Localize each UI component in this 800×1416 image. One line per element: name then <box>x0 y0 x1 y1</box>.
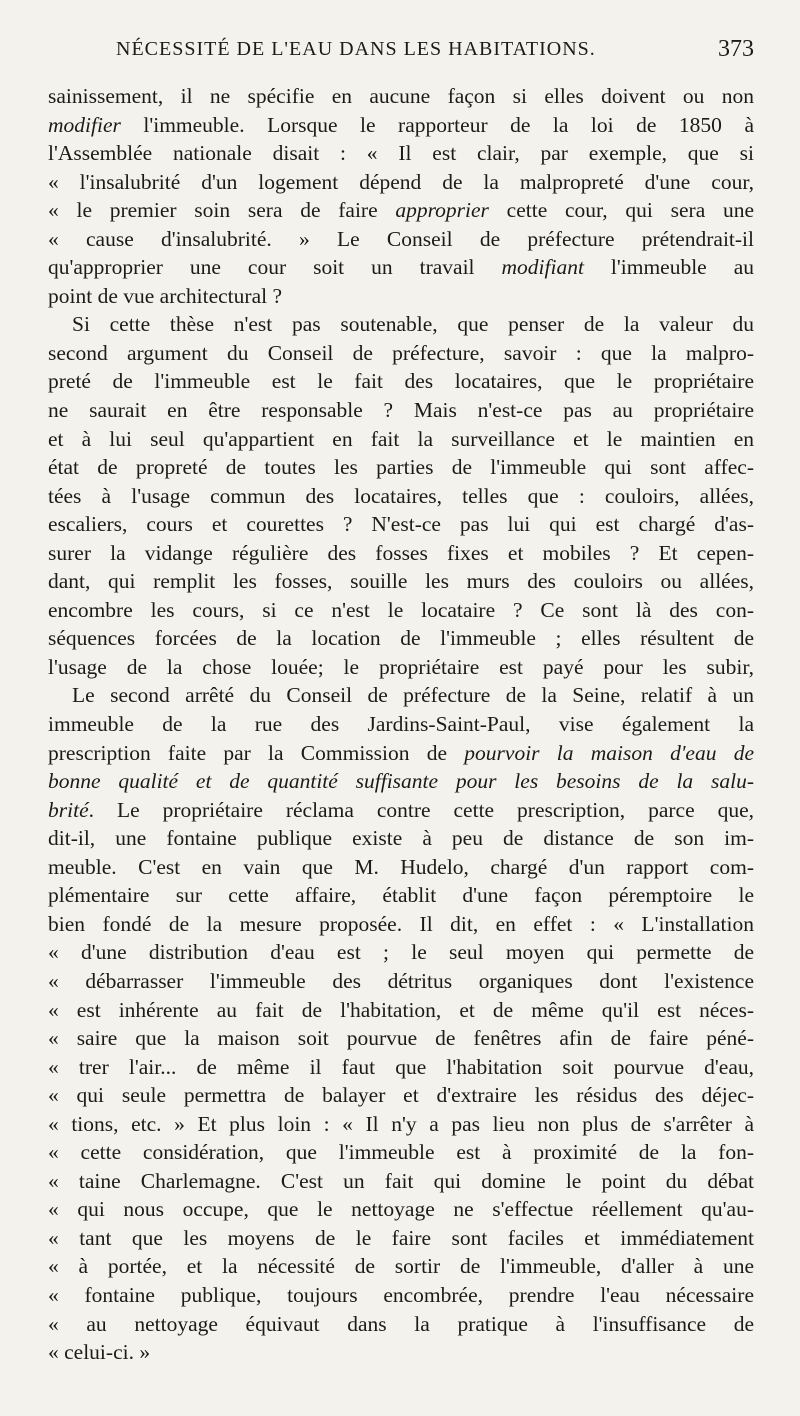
text-run: « est inhérente au fait de l'habitation, et de même qu'il est néces- <box>48 997 754 1022</box>
text-line <box>48 1338 754 1367</box>
text-run: « qui nous occupe, que le nettoyage ne s'effectue réellement qu'au- <box>48 1197 754 1222</box>
text-run: « l'insalubrité d'un logement dépend de la malpropreté d'une cour, <box>48 169 754 194</box>
text-run: cette cour, qui sera une <box>488 198 754 223</box>
text-line <box>48 1024 754 1053</box>
text-line <box>48 567 754 596</box>
text-run: « tions, etc. » Et plus loin : « Il n'y a pas lieu non plus de s'arrêter à <box>48 1111 754 1136</box>
text-line <box>48 710 754 739</box>
text-line <box>48 168 754 197</box>
italic-text: bonne qualité et de quantité suffisante pour les besoins de la salu- <box>48 769 754 794</box>
text-run: l'immeuble. Lorsque le rapporteur de la loi de 1850 à <box>120 112 754 137</box>
text-run: tées à l'usage commun des locataires, telles que : couloirs, allées, <box>48 483 754 508</box>
text-run: « celui-ci. » <box>48 1340 151 1365</box>
text-line <box>48 624 754 653</box>
text-line <box>48 1053 754 1082</box>
text-run: « à portée, et la nécessité de sortir de l'immeuble, d'aller à une <box>48 1254 754 1279</box>
text-line <box>48 310 754 339</box>
text-run: « taine Charlemagne. C'est un fait qui domine le point du débat <box>48 1168 754 1193</box>
text-run: ne saurait en être responsable ? Mais n'est-ce pas au propriétaire <box>48 398 754 423</box>
text-line <box>48 1310 754 1339</box>
text-line <box>48 282 754 311</box>
text-line <box>48 1167 754 1196</box>
text-run: « débarrasser l'immeuble des détritus organiques dont l'existence <box>48 968 754 993</box>
text-line <box>48 510 754 539</box>
text-line <box>48 853 754 882</box>
text-line <box>48 653 754 682</box>
text-line <box>48 139 754 168</box>
text-run: Le second arrêté du Conseil de préfecture de la Seine, relatif à un <box>72 683 754 708</box>
text-line <box>48 1081 754 1110</box>
text-line <box>48 539 754 568</box>
text-run: « d'une distribution d'eau est ; le seul moyen qui permette de <box>48 940 754 965</box>
text-run: « trer l'air... de même il faut que l'habitation soit pourvue d'eau, <box>48 1054 754 1079</box>
text-run: point de vue architectural ? <box>48 283 283 308</box>
text-line <box>48 82 754 111</box>
body-text <box>48 82 754 1367</box>
text-run: escaliers, cours et courettes ? N'est-ce pas lui qui est chargé d'as- <box>48 512 754 537</box>
text-line <box>48 396 754 425</box>
text-line <box>48 881 754 910</box>
text-run: « cause d'insalubrité. » Le Conseil de préfecture prétendrait-il <box>48 226 754 251</box>
text-run: surer la vidange régulière des fosses fixes et mobiles ? Et cepen- <box>48 540 754 565</box>
page-number: 373 <box>718 36 754 62</box>
text-line <box>48 739 754 768</box>
text-run: l'immeuble au <box>583 255 754 280</box>
text-line <box>48 425 754 454</box>
text-run: l'Assemblée nationale disait : « Il est clair, par exemple, que si <box>48 141 754 166</box>
text-run: . Le propriétaire réclama contre cette prescription, parce que, <box>88 797 754 822</box>
text-run: état de propreté de toutes les parties de l'immeuble qui sont affec- <box>48 455 754 480</box>
italic-text: approprier <box>395 198 489 223</box>
running-header <box>48 36 754 70</box>
text-run: séquences forcées de la location de l'immeuble ; elles résultent de <box>48 626 754 651</box>
text-line <box>48 967 754 996</box>
italic-text: brité <box>48 797 89 822</box>
text-line <box>48 1252 754 1281</box>
text-run: prescription faite par la Commission de <box>48 740 465 765</box>
text-line <box>48 796 754 825</box>
text-line <box>48 596 754 625</box>
text-run: Si cette thèse n'est pas soutenable, que penser de la valeur du <box>72 312 754 337</box>
text-run: immeuble de la rue des Jardins-Saint-Paul, vise également la <box>48 712 754 737</box>
text-run: l'usage de la chose louée; le propriétaire est payé pour les subir, <box>48 654 754 679</box>
text-line <box>48 225 754 254</box>
text-run: « qui seule permettra de balayer et d'extraire les résidus des déjec- <box>48 1083 754 1108</box>
text-line <box>48 1195 754 1224</box>
text-run: qu'approprier une cour soit un travail <box>48 255 502 280</box>
text-line <box>48 767 754 796</box>
text-run: et à lui seul qu'appartient en fait la surveillance et le maintien en <box>48 426 754 451</box>
text-run: dant, qui remplit les fosses, souille les murs des couloirs ou allées, <box>48 569 754 594</box>
italic-text: pourvoir la maison d'eau de <box>464 740 754 765</box>
text-line <box>48 453 754 482</box>
text-line <box>48 253 754 282</box>
text-run: bien fondé de la mesure proposée. Il dit, en effet : « L'installation <box>48 911 754 936</box>
italic-text: modifiant <box>501 255 584 280</box>
text-line <box>48 681 754 710</box>
text-line <box>48 1110 754 1139</box>
text-line <box>48 339 754 368</box>
text-run: « saire que la maison soit pourvue de fenêtres afin de faire péné- <box>48 1026 754 1051</box>
italic-text: modifier <box>48 112 121 137</box>
text-line <box>48 482 754 511</box>
text-run: meuble. C'est en vain que M. Hudelo, chargé d'un rapport com- <box>48 854 754 879</box>
text-line <box>48 1281 754 1310</box>
text-line <box>48 1224 754 1253</box>
text-run: second argument du Conseil de préfecture, savoir : que la malpro- <box>48 340 754 365</box>
text-run: plémentaire sur cette affaire, établit d'une façon péremptoire le <box>48 883 754 908</box>
text-run: « cette considération, que l'immeuble est à proximité de la fon- <box>48 1140 754 1165</box>
text-line <box>48 824 754 853</box>
text-run: « au nettoyage équivaut dans la pratique à l'insuffisance de <box>48 1311 754 1336</box>
running-title: NÉCESSITÉ DE L'EAU DANS LES HABITATIONS. <box>116 38 596 60</box>
text-line <box>48 996 754 1025</box>
text-run: preté de l'immeuble est le fait des locataires, que le propriétaire <box>48 369 754 394</box>
text-line <box>48 910 754 939</box>
text-line <box>48 1138 754 1167</box>
text-run: dit-il, une fontaine publique existe à peu de distance de son im- <box>48 826 754 851</box>
text-line <box>48 111 754 140</box>
text-line <box>48 367 754 396</box>
text-line <box>48 938 754 967</box>
text-run: encombre les cours, si ce n'est le locataire ? Ce sont là des con- <box>48 597 754 622</box>
text-run: « fontaine publique, toujours encombrée, prendre l'eau nécessaire <box>48 1282 754 1307</box>
text-line <box>48 196 754 225</box>
text-run: sainissement, il ne spécifie en aucune façon si elles doivent ou non <box>48 84 754 108</box>
text-run: « tant que les moyens de le faire sont faciles et immédiatement <box>48 1225 754 1250</box>
text-run: « le premier soin sera de faire <box>48 198 396 223</box>
